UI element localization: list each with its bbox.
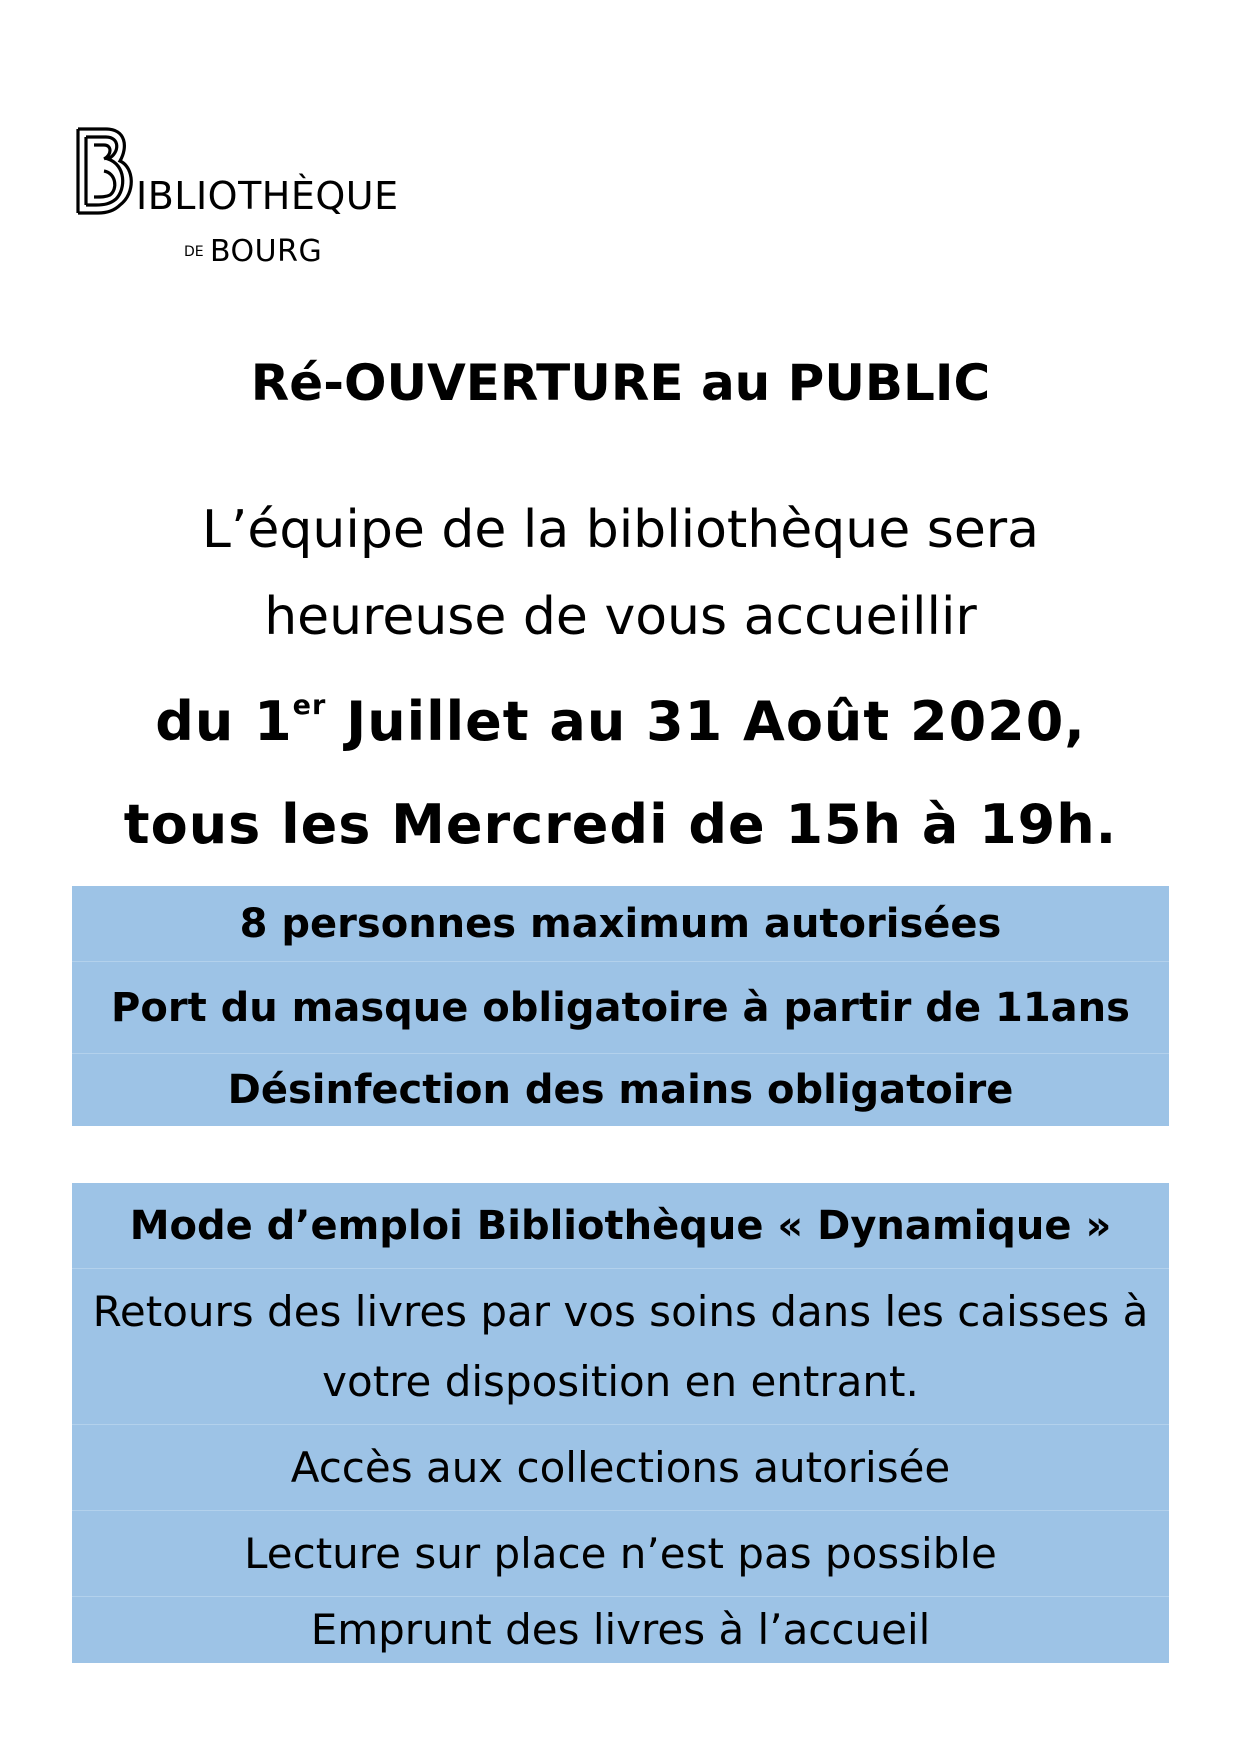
usage-box — [72, 1183, 1169, 1663]
logo-bourg: BOURG — [210, 234, 323, 269]
library-logo — [76, 125, 476, 275]
usage-item-returns: Retours des livres par vos soins dans les caisses à votre disposition en entrant. — [72, 1269, 1169, 1425]
usage-heading: Mode d’emploi Bibliothèque « Dynamique » — [72, 1183, 1169, 1269]
opening-dates — [0, 690, 1241, 753]
usage-item-borrowing: Emprunt des livres à l’accueil — [310, 1605, 931, 1654]
intro-line-2: heureuse de vous accueillir — [264, 587, 977, 647]
rules-box — [72, 886, 1169, 1126]
rule-hand-sanitizing: Désinfection des mains obligatoire — [227, 1067, 1014, 1113]
dates-superscript: er — [292, 690, 327, 721]
logo-de: DE — [184, 244, 204, 260]
logo-text: IBLIOTHÈQUE — [136, 174, 399, 218]
logo-b-monogram — [76, 125, 140, 225]
page-title: Ré-OUVERTURE au PUBLIC — [250, 354, 991, 412]
opening-hours: tous les Mercredi de 15h à 19h. — [123, 793, 1118, 856]
dates-prefix: du 1 — [155, 690, 293, 753]
dates-suffix: Juillet au 31 Août 2020, — [326, 690, 1086, 753]
rule-max-people: 8 personnes maximum autorisées — [72, 886, 1169, 962]
usage-item-reading: Lecture sur place n’est pas possible — [72, 1511, 1169, 1597]
intro-line-1: L’équipe de la bibliothèque sera — [201, 500, 1040, 560]
rule-mask: Port du masque obligatoire à partir de 11ans — [72, 962, 1169, 1054]
usage-item-access: Accès aux collections autorisée — [72, 1425, 1169, 1511]
